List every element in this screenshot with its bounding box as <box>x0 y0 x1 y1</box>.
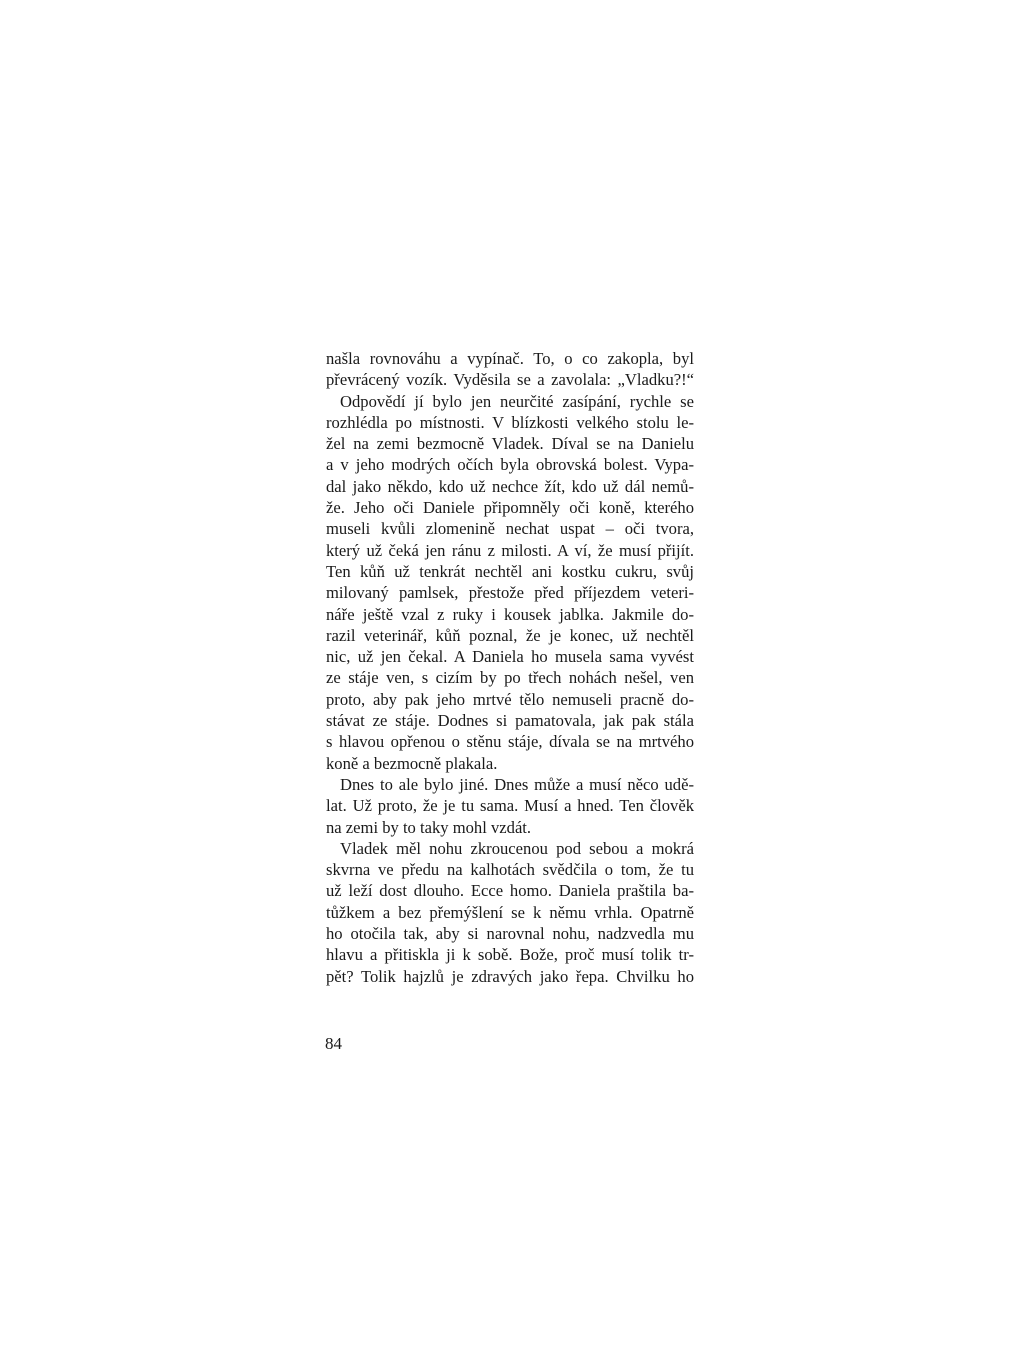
text-line: už leží dost dlouho. Ecce homo. Daniela praštila ba- <box>326 881 694 901</box>
text-line: s hlavou opřenou o stěnu stáje, dívala se na mrtvého <box>326 732 694 752</box>
text-line: hlavu a přitiskla ji k sobě. Bože, proč musí tolik tr- <box>326 945 694 965</box>
text-line: proto, aby pak jeho mrtvé tělo nemuseli pracně do- <box>326 689 694 709</box>
text-line: který už čeká jen ránu z milosti. A ví, že musí přijít. <box>326 540 694 560</box>
text-line: Dnes to ale bylo jiné. Dnes může a musí něco udě- <box>340 774 694 794</box>
text-line: koně a bezmocně plakala. <box>326 753 498 773</box>
text-line: rozhlédla po místnosti. V blízkosti velkého stolu le- <box>326 412 694 432</box>
page-number: 84 <box>325 1034 342 1053</box>
text-line: a v jeho modrých očích byla obrovská bolest. Vypa- <box>326 455 694 475</box>
text-line: že. Jeho oči Daniele připomněly oči koně, kterého <box>326 498 694 518</box>
text-line: skvrna ve předu na kalhotách svědčila o tom, že tu <box>326 860 694 880</box>
text-line: Vladek měl nohu zkroucenou pod sebou a mokrá <box>340 838 694 858</box>
text-line: Ten kůň už tenkrát nechtěl ani kostku cukru, svůj <box>326 561 694 581</box>
text-line: našla rovnováhu a vypínač. To, o co zakopla, byl <box>326 349 694 368</box>
text-line: razil veterinář, kůň poznal, že je konec, už nechtěl <box>326 625 694 645</box>
text-line: ze stáje ven, s cizím by po třech nohách nešel, ven <box>326 668 694 688</box>
body-text <box>326 348 694 987</box>
text-line: dal jako někdo, kdo už nechce žít, kdo už dál nemů- <box>326 476 694 496</box>
text-line: museli kvůli zlomenině nechat uspat – oči tvora, <box>326 519 694 539</box>
text-line: lat. Už proto, že je tu sama. Musí a hned. Ten člověk <box>326 796 694 816</box>
text-line: pět? Tolik hajzlů je zdravých jako řepa. Chvilku ho <box>326 966 694 986</box>
text-line: milovaný pamlsek, přestože před příjezdem veteri- <box>326 583 694 603</box>
text-line: ho otočila tak, aby si narovnal nohu, nadzvedla mu <box>326 924 694 944</box>
text-line: stávat ze stáje. Dodnes si pamatovala, jak pak stála <box>326 711 694 731</box>
text-line: Odpovědí jí bylo jen neurčité zasípání, rychle se <box>340 391 694 411</box>
text-line: tůžkem a bez přemýšlení se k němu vrhla. Opatrně <box>326 902 694 922</box>
text-line: žel na zemi bezmocně Vladek. Díval se na Danielu <box>326 434 694 454</box>
text-line: převrácený vozík. Vyděsila se a zavolala: „Vladku?!“ <box>326 370 694 390</box>
text-line: nic, už jen čekal. A Daniela ho musela sama vyvést <box>326 647 694 667</box>
text-line: náře ještě vzal z ruky i kousek jablka. Jakmile do- <box>326 604 694 624</box>
text-line: na zemi by to taky mohl vzdát. <box>326 817 532 837</box>
